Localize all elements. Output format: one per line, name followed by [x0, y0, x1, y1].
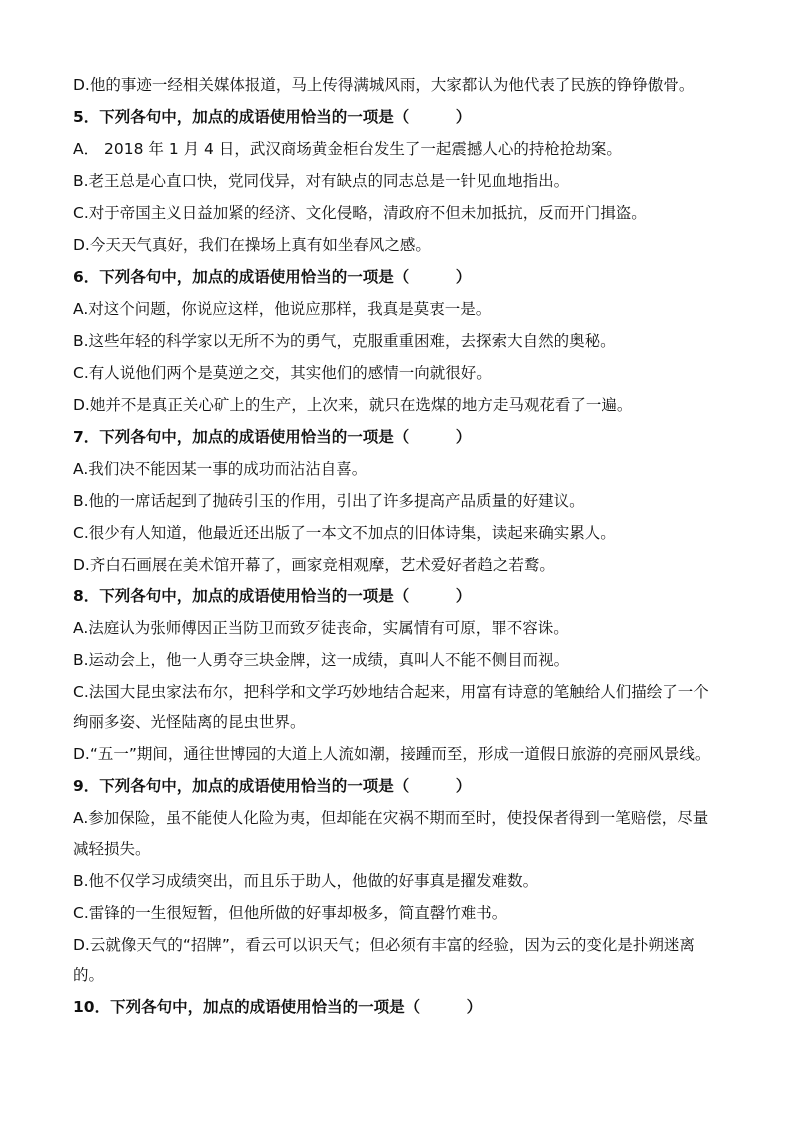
question-5: 5．下列各句中，加点的成语使用恰当的一项是（ ） [73, 108, 472, 126]
option-a-q7: A.我们决不能因某一事的成功而沾沾自喜。 [73, 460, 368, 478]
option-a-q8: A.法庭认为张师傅因正当防卫而致歹徒丧命，实属情有可原，罪不容诛。 [73, 619, 569, 637]
option-a-q9: A.参加保险，虽不能使人化险为夷，但却能在灾祸不期而至时，使投保者得到一笔赔偿，尽量 [73, 809, 709, 827]
option-d-q6: D.她并不是真正关心矿上的生产，上次来，就只在选煤的地方走马观花看了一遍。 [73, 396, 633, 414]
question-6: 6．下列各句中，加点的成语使用恰当的一项是（ ） [73, 268, 472, 286]
option-b-q9: B.他不仅学习成绩突出，而且乐于助人，他做的好事真是擢发难数。 [73, 872, 539, 890]
option-d-q4: D.他的事迹一经相关媒体报道，马上传得满城风雨，大家都认为他代表了民族的铮铮傲骨。 [73, 76, 695, 94]
option-b-q7: B.他的一席话起到了抛砖引玉的作用，引出了许多提高产品质量的好建议。 [73, 492, 585, 510]
option-d-q9-cont: 的。 [73, 966, 105, 984]
option-d-q5: D.今天天气真好，我们在操场上真有如坐春风之感。 [73, 236, 431, 254]
option-d-q9: D.云就像天气的“招牌”，看云可以识天气；但必须有丰富的经验，因为云的变化是扑朔迷离 [73, 936, 695, 954]
option-c-q5: C.对于帝国主义日益加紧的经济、文化侵略，清政府不但未加抵抗，反而开门揖盗。 [73, 204, 647, 222]
question-8: 8．下列各句中，加点的成语使用恰当的一项是（ ） [73, 587, 472, 605]
question-7: 7．下列各句中，加点的成语使用恰当的一项是（ ） [73, 428, 472, 446]
option-d-q7: D.齐白石画展在美术馆开幕了，画家竞相观摩，艺术爱好者趋之若鹜。 [73, 556, 555, 574]
option-a-q5: A． 2018 年 1 月 4 日，武汉商场黄金柜台发生了一起震撼人心的持枪抢劫案。 [73, 140, 622, 158]
option-b-q8: B.运动会上，他一人勇夺三块金牌，这一成绩，真叫人不能不侧目而视。 [73, 651, 570, 669]
option-d-q8: D.“五一”期间，通往世博园的大道上人流如潮，接踵而至，形成一道假日旅游的亮丽风景线。 [73, 745, 711, 763]
option-c-q6: C.有人说他们两个是莫逆之交，其实他们的感情一向就很好。 [73, 364, 492, 382]
option-c-q8-cont: 绚丽多姿、光怪陆离的昆虫世界。 [73, 713, 306, 731]
option-a-q9-cont: 减轻损失。 [73, 840, 151, 858]
option-b-q6: B.这些年轻的科学家以无所不为的勇气，克服重重困难，去探索大自然的奥秘。 [73, 332, 616, 350]
question-10: 10．下列各句中，加点的成语使用恰当的一项是（ ） [73, 998, 483, 1016]
option-b-q5: B.老王总是心直口快，党同伐异，对有缺点的同志总是一针见血地指出。 [73, 172, 570, 190]
option-c-q8: C.法国大昆虫家法布尔，把科学和文学巧妙地结合起来，用富有诗意的笔触给人们描绘了一个 [73, 683, 709, 701]
question-9: 9．下列各句中，加点的成语使用恰当的一项是（ ） [73, 777, 472, 795]
option-c-q9: C.雷锋的一生很短暂，但他所做的好事却极多，简直罄竹难书。 [73, 904, 508, 922]
option-a-q6: A.对这个问题，你说应这样，他说应那样，我真是莫衷一是。 [73, 300, 492, 318]
option-c-q7: C.很少有人知道，他最近还出版了一本文不加点的旧体诗集，读起来确实累人。 [73, 524, 616, 542]
